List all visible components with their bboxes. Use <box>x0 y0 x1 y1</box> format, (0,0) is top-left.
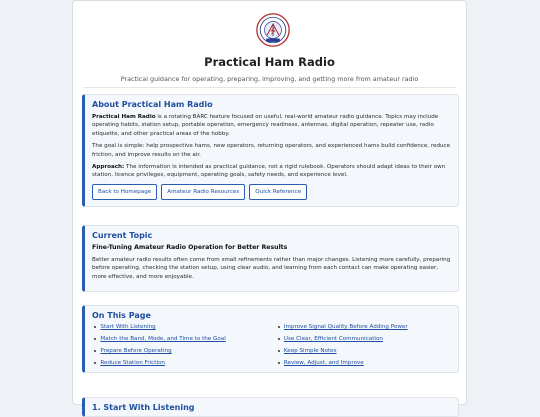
back-to-homepage-button[interactable]: Back to Homepage <box>92 184 157 200</box>
toc-link-reduce-station-friction[interactable]: Reduce Station Friction <box>100 360 165 366</box>
quick-reference-button[interactable]: Quick Reference <box>249 184 307 200</box>
bullet-icon <box>278 350 280 352</box>
toc-link-improve-signal-quality[interactable]: Improve Signal Quality Before Adding Power <box>283 324 408 330</box>
bullet-icon <box>94 350 96 352</box>
toc-link-keep-simple-notes[interactable]: Keep Simple Notes <box>283 348 337 354</box>
about-intro-bold: Practical Ham Radio <box>92 114 156 120</box>
section-1-heading: 1. Start With Listening <box>92 403 195 412</box>
toc-item <box>278 336 452 342</box>
toc-item <box>94 336 268 342</box>
toc-item <box>94 348 268 354</box>
toc-link-start-with-listening[interactable]: Start With Listening <box>100 324 156 330</box>
toc-link-prepare-before-operating[interactable]: Prepare Before Operating <box>100 348 172 354</box>
toc-item <box>94 324 268 330</box>
club-logo-icon <box>256 13 290 47</box>
site-tagline: Practical guidance for operating, preparing, improving, and getting more from amateur radio <box>120 75 419 83</box>
bullet-icon <box>278 338 280 340</box>
about-intro <box>92 113 451 138</box>
toc-item <box>94 360 268 366</box>
toc-link-review-adjust-improve[interactable]: Review, Adjust, and Improve <box>283 360 364 366</box>
toc-link-clear-communication[interactable]: Use Clear, Efficient Communication <box>283 336 383 342</box>
current-topic-card <box>82 225 459 292</box>
toc-item <box>278 348 452 354</box>
about-approach <box>92 163 451 180</box>
site-title: Practical Ham Radio <box>204 55 335 69</box>
on-this-page-card <box>82 305 459 373</box>
bullet-icon <box>94 326 96 328</box>
current-topic-heading: Current Topic <box>92 231 153 240</box>
current-topic-title: Fine-Tuning Amateur Radio Operation for Better Results <box>92 244 288 251</box>
about-heading: About Practical Ham Radio <box>92 100 213 109</box>
bullet-icon <box>278 326 280 328</box>
current-topic-body: Better amateur radio results often come from small refinements rather than major changes. Listening more carefully, preparing before operating, checking the station setup, using clear audio, and learning from each contact can make operating easier, more effective, and more enjoyable. <box>92 257 451 280</box>
toc-item <box>278 324 452 330</box>
section-1-card <box>82 397 459 417</box>
on-this-page-heading: On This Page <box>92 311 151 320</box>
approach-text: The information is intended as practical guidance, not a rigid rulebook. Operators should adapt ideas to their own station, licence privileges, equipment, operating goals, safety needs, and experience level. <box>92 164 446 179</box>
bullet-icon <box>94 338 96 340</box>
toc-list <box>92 324 451 366</box>
page-container <box>72 0 467 412</box>
bullet-icon <box>278 362 280 364</box>
bullet-icon <box>94 362 96 364</box>
approach-label: Approach: <box>92 164 125 171</box>
about-button-row <box>92 184 451 200</box>
toc-item <box>278 360 452 366</box>
about-goal: The goal is simple: help prospective hams, new operators, returning operators, and experienced hams build confidence, reduce friction, and improve results on the air. <box>92 143 451 158</box>
about-card <box>82 94 459 207</box>
amateur-radio-resources-button[interactable]: Amateur Radio Resources <box>161 184 245 200</box>
header-divider <box>83 87 456 88</box>
toc-link-match-band-mode-time[interactable]: Match the Band, Mode, and Time to the Goal <box>100 336 226 342</box>
about-intro-text: is a rotating BARC feature focused on useful, real-world amateur radio guidance. Topics may include operating habits, station setup, portable operation, emergency readiness, antennas, digital operation, repeater use, radio etiquette, and other practical areas of the hobby. <box>92 114 439 137</box>
